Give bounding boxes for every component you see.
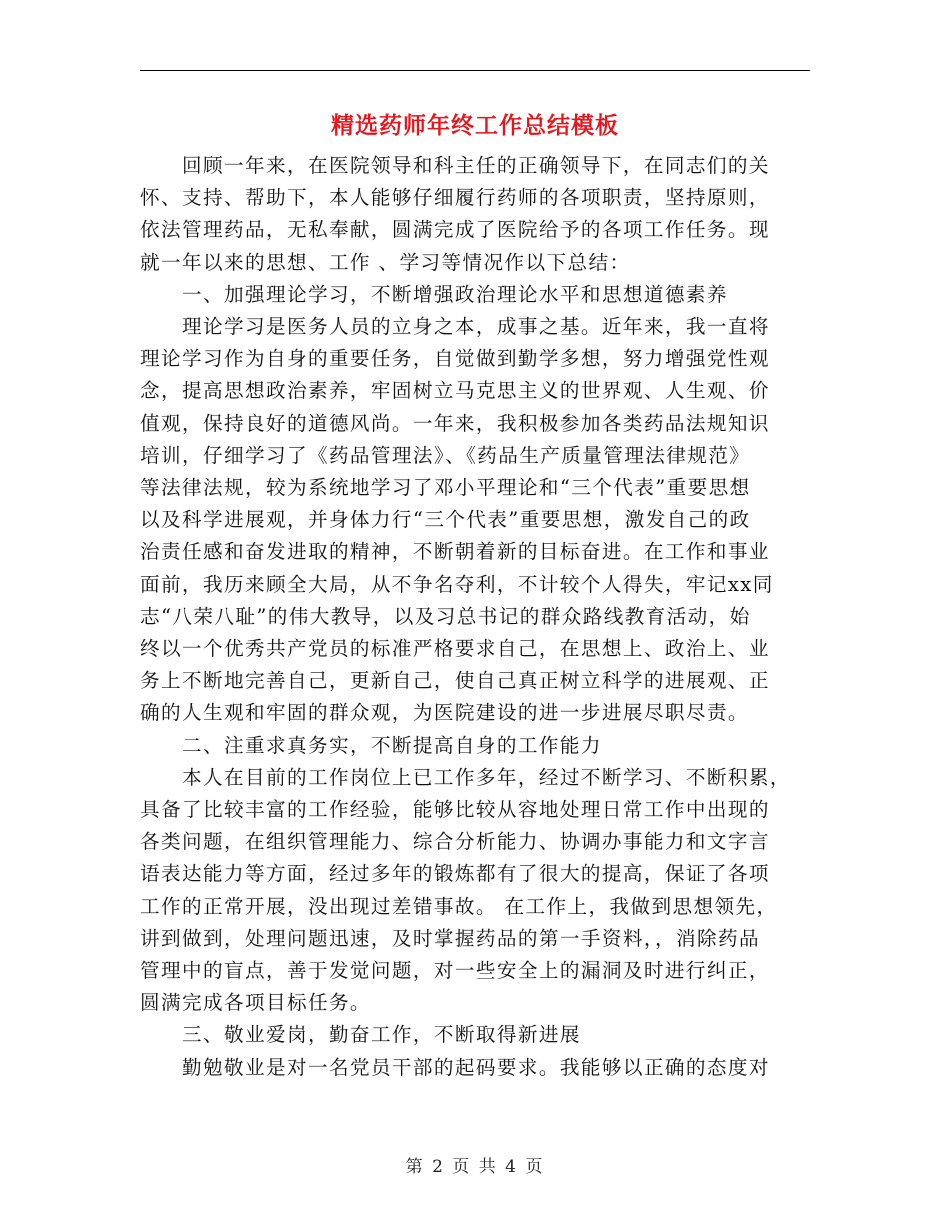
body-line: 本人在目前的工作岗位上已工作多年，经过不断学习、不断积累， bbox=[182, 765, 791, 789]
body-line: 理论学习作为自身的重要任务，自觉做到勤学多想，努力增强党性观 bbox=[140, 347, 770, 371]
body-line: 怀、支持、帮助下，本人能够仔细履行药师的各项职责，坚持原则， bbox=[140, 186, 770, 210]
body-line: 确的人生观和牢固的群众观，为医院建设的进一步进展尽职尽责。 bbox=[140, 701, 749, 725]
body-line: 等法律法规，较为系统地学习了邓小平理论和“三个代表”重要思想 bbox=[140, 476, 751, 500]
body-line: 治责任感和奋发进取的精神，不断朝着新的目标奋进。在工作和事业 bbox=[140, 540, 770, 564]
body-line: 务上不断地完善自己，更新自己，使自己真正树立科学的进展观、正 bbox=[140, 669, 770, 693]
body-line: 具备了比较丰富的工作经验，能够比较从容地处理日常工作中出现的 bbox=[140, 798, 770, 822]
document-title: 精选药师年终工作总结模板 bbox=[331, 112, 619, 139]
body-line: 志“八荣八耻”的伟大教导，以及习总书记的群众路线教育活动，始 bbox=[140, 604, 751, 628]
body-line: 就一年以来的思想、工作 、学习等情况作以下总结： bbox=[140, 250, 631, 274]
section-heading-1: 一、加强理论学习，不断增强政治理论水平和思想道德素养 bbox=[182, 282, 728, 306]
body-line: 勤勉敬业是对一名党员干部的起码要求。我能够以正确的态度对 bbox=[182, 1055, 770, 1079]
body-line: 圆满完成各项目标任务。 bbox=[140, 991, 371, 1015]
body-line: 回顾一年来，在医院领导和科主任的正确领导下，在同志们的关 bbox=[182, 154, 770, 177]
body-line: 培训，仔细学习了《药品管理法》、《药品生产质量管理法律规范》 bbox=[140, 443, 751, 467]
section-heading-3: 三、敬业爱岗，勤奋工作，不断取得新进展 bbox=[182, 1023, 581, 1047]
body-line: 面前，我历来顾全大局，从不争名夺利，不计较个人得失，牢记xx同 bbox=[140, 572, 774, 596]
body-line: 工作的正常开展，没出现过差错事故。 在工作上，我做到思想领先， bbox=[140, 894, 778, 918]
section-heading-2: 二、注重求真务实，不断提高自身的工作能力 bbox=[182, 733, 602, 757]
body-line: 理论学习是医务人员的立身之本，成事之基。近年来，我一直将 bbox=[182, 315, 770, 339]
body-line: 语表达能力等方面，经过多年的锻炼都有了很大的提高，保证了各项 bbox=[140, 862, 770, 886]
body-line: 念，提高思想政治素养，牢固树立马克思主义的世界观、人生观、价 bbox=[140, 379, 770, 403]
body-line: 管理中的盲点，善于发觉问题，对一些安全上的漏洞及时进行纠正， bbox=[140, 959, 770, 983]
body-line: 以及科学进展观，并身体力行“三个代表”重要思想，激发自己的政 bbox=[140, 508, 751, 532]
body-line: 讲到做到，处理问题迅速，及时掌握药品的第一手资料，，消除药品 bbox=[140, 926, 761, 950]
body-line: 依法管理药品，无私奉献，圆满完成了医院给予的各项工作任务。现 bbox=[140, 218, 770, 242]
document-body bbox=[140, 150, 812, 1084]
header-rule bbox=[140, 70, 810, 71]
body-line: 各类问题，在组织管理能力、综合分析能力、协调办事能力和文字言 bbox=[140, 830, 770, 854]
body-line: 值观，保持良好的道德风尚。一年来，我积极参加各类药品法规知识 bbox=[140, 411, 770, 435]
body-line: 终以一个优秀共产党员的标准严格要求自己，在思想上、政治上、业 bbox=[140, 637, 770, 661]
page-number: 第 2 页 共 4 页 bbox=[405, 1157, 545, 1177]
